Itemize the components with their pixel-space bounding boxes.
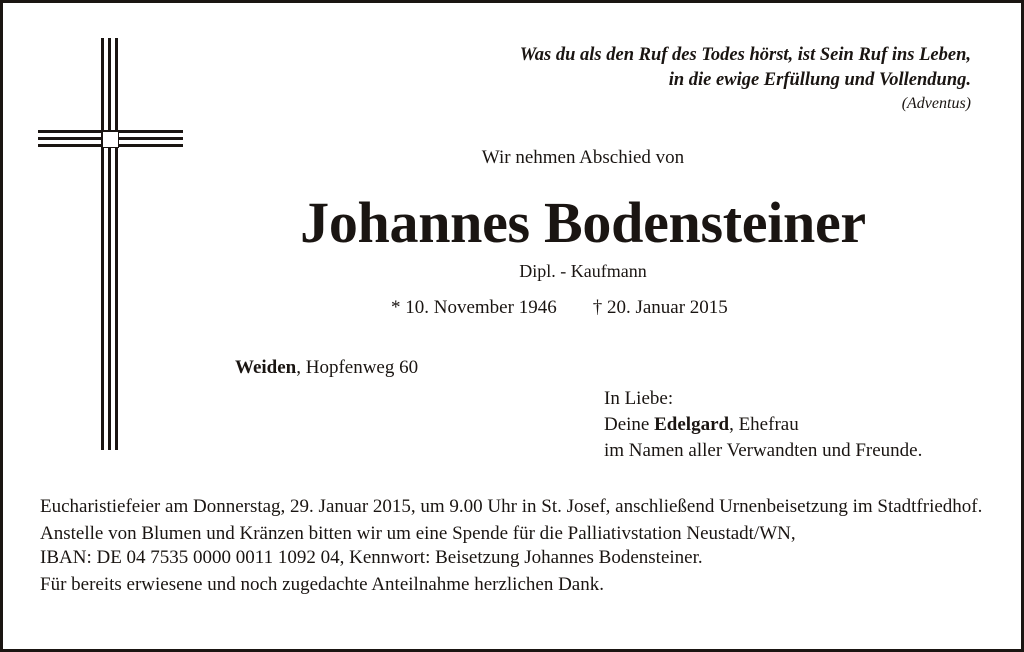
intro-text: Wir nehmen Abschied von [481, 147, 685, 168]
quote-source: (Adventus) [901, 95, 971, 112]
bible-quote [520, 43, 971, 115]
footer-notes [40, 495, 990, 600]
deceased-name: Johannes Bodensteiner [300, 190, 866, 255]
donation-line-1: Anstelle von Blumen und Kränzen bitten wir um eine Spende für die Palliativstation Neustadt/WN, [40, 523, 796, 544]
address-street: , Hopfenweg 60 [296, 357, 419, 378]
service-info: Eucharistiefeier am Donnerstag, 29. Januar 2015, um 9.00 Uhr in St. Josef, anschließend Urnenbeisetzung im Stadtfriedhof. [40, 496, 983, 517]
family-line-3: im Namen aller Verwandten und Freunde. [604, 440, 923, 461]
family-prefix: Deine [604, 414, 655, 435]
deceased-title: Dipl. - Kaufmann [519, 261, 647, 281]
quote-line-1: Was du als den Ruf des Todes hörst, ist Sein Ruf ins Leben, [519, 45, 971, 65]
family-line-2 [604, 412, 922, 438]
quote-line-2: in die ewige Erfüllung und Vollendung. [668, 70, 971, 90]
donation-line-2: IBAN: DE 04 7535 0000 0011 1092 04, Kennwort: Beisetzung Johannes Bodensteiner. [40, 547, 703, 568]
family-signature [604, 386, 922, 464]
birth-date: * 10. November 1946 [391, 297, 557, 318]
death-date: † 20. Januar 2015 [592, 297, 728, 318]
address-city: Weiden [235, 357, 297, 378]
family-line-1: In Liebe: [604, 388, 674, 409]
address [235, 357, 418, 379]
life-dates [391, 297, 728, 319]
spouse-name: Edelgard [654, 414, 730, 435]
donation-info [40, 522, 990, 570]
family-suffix: , Ehefrau [729, 414, 799, 435]
thanks-text: Für bereits erwiesene und noch zugedachte Anteilnahme herzlichen Dank. [40, 574, 604, 595]
